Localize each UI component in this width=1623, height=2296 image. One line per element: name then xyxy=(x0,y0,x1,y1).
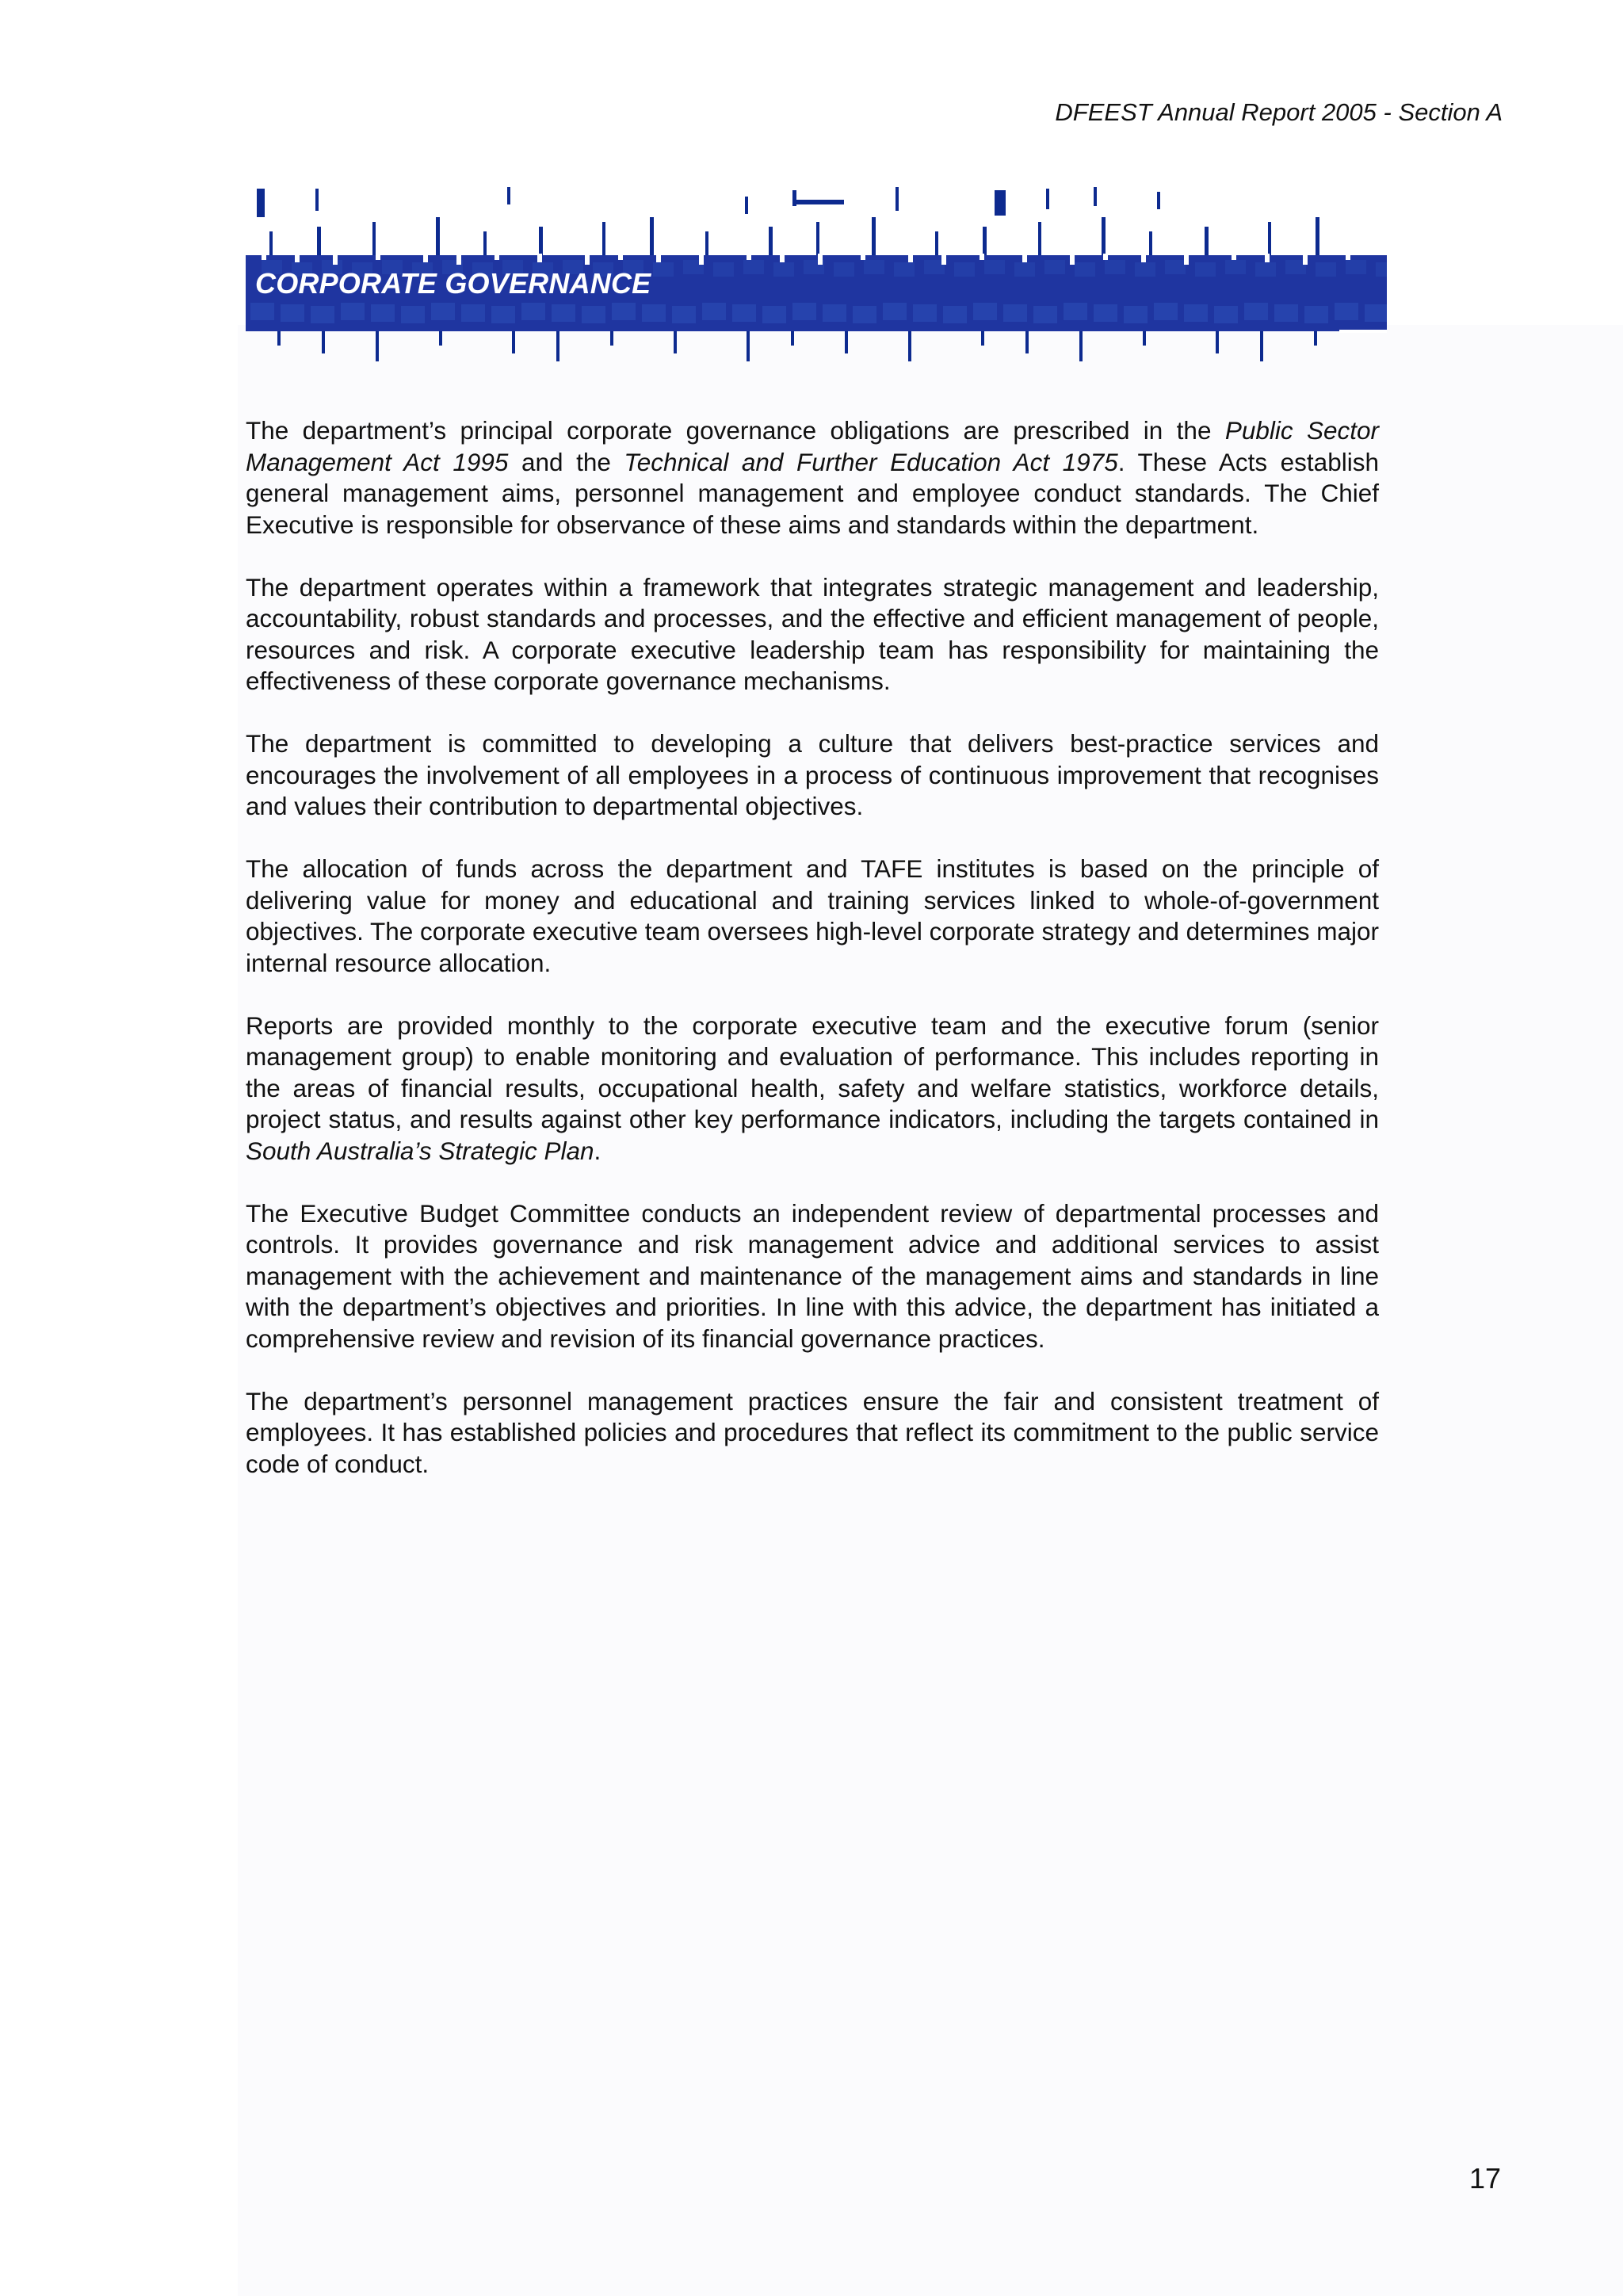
banner-tick xyxy=(436,217,440,255)
banner-gap xyxy=(1103,254,1108,260)
paragraph xyxy=(246,1010,1379,1167)
banner-tick xyxy=(610,331,613,346)
banner-gap xyxy=(1141,254,1146,262)
banner-tile xyxy=(913,304,937,322)
paragraph xyxy=(246,415,1379,541)
banner-gap xyxy=(495,254,499,260)
banner-tick xyxy=(1025,331,1029,353)
banner-gap xyxy=(861,254,865,260)
banner-tile xyxy=(792,303,816,320)
banner-tick xyxy=(1046,189,1049,209)
banner-tile xyxy=(1304,306,1328,323)
banner-tick xyxy=(650,217,654,255)
banner-tick xyxy=(1079,331,1083,361)
paragraph-text: . These Acts establish general management aims, personnel management and employee conduct standards. The Chief Executive is responsible for observance of these aims and standards within the department. xyxy=(246,447,1379,539)
banner-gap xyxy=(1303,254,1308,265)
banner-gap xyxy=(1339,330,1387,333)
paragraph-text: The allocation of funds across the department and TAFE institutes is based on the principle of delivering value for money and educational and training services linked to whole-of-government objectives. The corporate executive team oversees high-level corporate strategy and determines major internal resource allocation. xyxy=(246,854,1379,977)
paragraph-text: The department is committed to developing a culture that delivers best-practice services and encourages the involvement of all employees in a process of continuous improvement that recognises and values their contribution to departmental objectives. xyxy=(246,729,1379,820)
banner-tick xyxy=(269,231,273,255)
banner-tick xyxy=(747,331,750,361)
banner-tile xyxy=(642,304,666,322)
paragraph xyxy=(246,728,1379,823)
italic-text: Technical and Further Education Act 1975 xyxy=(624,447,1118,476)
banner-tick xyxy=(981,331,984,346)
banner-gap xyxy=(1022,254,1027,262)
banner-tile xyxy=(1255,262,1276,277)
banner-tile xyxy=(1214,306,1238,323)
banner-gap xyxy=(1232,254,1236,260)
banner-gap xyxy=(333,254,338,265)
banner-gap xyxy=(1265,254,1270,262)
section-banner xyxy=(246,182,1387,372)
banner-tick xyxy=(908,331,911,361)
banner-tick xyxy=(277,331,281,346)
banner-gap xyxy=(585,254,590,265)
banner-tile xyxy=(1033,306,1057,323)
banner-tick xyxy=(1038,222,1041,255)
banner-gap xyxy=(262,254,266,260)
banner-tile xyxy=(1064,303,1087,320)
paragraph-text: . xyxy=(594,1136,601,1165)
body-text xyxy=(246,415,1379,1511)
banner-tile xyxy=(773,262,794,277)
banner-tick xyxy=(745,197,748,214)
banner-tile xyxy=(1365,304,1387,322)
banner-tick xyxy=(995,190,1006,216)
banner-gap xyxy=(747,254,751,260)
banner-gap xyxy=(376,254,380,260)
banner-tick xyxy=(1102,217,1106,255)
paragraph-text: The department operates within a framework that integrates strategic management and leadership, accountability, robust standards and processes, and the effective and efficient management of people, resources and risk. A corporate executive leadership team has responsibility for maintaining the effectiveness of these corporate governance mechanisms. xyxy=(246,572,1379,695)
paragraph xyxy=(246,1386,1379,1480)
banner-tick xyxy=(796,200,844,204)
banner-tile xyxy=(582,306,605,323)
banner-tick xyxy=(439,331,442,346)
section-title: CORPORATE GOVERNANCE xyxy=(255,267,651,300)
banner-tile xyxy=(1376,262,1387,277)
banner-gap xyxy=(656,254,661,262)
banner-tile xyxy=(521,303,545,320)
banner-tick xyxy=(845,331,848,353)
banner-tick xyxy=(376,331,379,361)
banner-tick xyxy=(1316,217,1319,255)
banner-tile xyxy=(883,303,907,320)
banner-tick xyxy=(539,227,543,255)
banner-tick xyxy=(674,331,677,353)
banner-tile xyxy=(371,304,395,322)
banner-tick xyxy=(1149,231,1152,255)
banner-tile xyxy=(894,262,915,277)
banner-tile xyxy=(461,304,485,322)
paragraph-text: The department’s principal corporate governance obligations are prescribed in the xyxy=(246,416,1225,445)
banner-gap xyxy=(941,254,946,265)
banner-tile xyxy=(1346,260,1366,274)
banner-gap xyxy=(908,254,913,262)
banner-tile xyxy=(612,303,636,320)
banner-tick xyxy=(317,227,321,255)
banner-tick xyxy=(816,222,819,255)
banner-tile xyxy=(1335,303,1358,320)
banner-tick xyxy=(705,231,708,255)
banner-tick xyxy=(1268,222,1271,255)
banner-gap xyxy=(780,254,785,262)
italic-text: Public Sector Management Act 1995 xyxy=(246,416,1379,476)
banner-tile xyxy=(1094,304,1117,322)
banner-tile xyxy=(311,306,334,323)
banner-tick xyxy=(602,222,605,255)
banner-tick xyxy=(1143,331,1146,346)
banner-tile xyxy=(1195,262,1216,277)
italic-text: South Australia’s Strategic Plan xyxy=(246,1136,594,1165)
banner-tile xyxy=(1316,262,1336,277)
banner-tick xyxy=(507,187,510,204)
banner-tick xyxy=(935,231,938,255)
banner-tick xyxy=(322,331,325,353)
banner-tile xyxy=(713,262,734,277)
banner-tile xyxy=(1274,304,1298,322)
banner-tick xyxy=(872,217,876,255)
banner-tile xyxy=(1014,262,1035,277)
banner-tile xyxy=(653,262,674,277)
banner-tile xyxy=(401,306,425,323)
banner-gap xyxy=(456,254,461,265)
banner-tile xyxy=(1165,260,1186,274)
banner-gap xyxy=(423,254,428,262)
banner-tile xyxy=(1075,262,1095,277)
banner-tile xyxy=(762,306,786,323)
banner-tile xyxy=(853,306,876,323)
banner-tick xyxy=(512,331,515,353)
banner-gap xyxy=(537,254,542,262)
page-number: 17 xyxy=(1468,2162,1501,2195)
paragraph-text: Reports are provided monthly to the corporate executive team and the executive forum (senior management group) to enable monitoring and evaluation of performance. This includes reporting in the areas of financial results, occupational health, safety and welfare statistics, workforce details, project status, and results against other key performance indicators, including the targets contained in xyxy=(246,1010,1379,1133)
paragraph-text: The department’s personnel management practices ensure the fair and consistent treatment of employees. It has established policies and procedures that reflect its commitment to the public service code of conduct. xyxy=(246,1386,1379,1478)
banner-tile xyxy=(954,262,975,277)
banner-tile xyxy=(943,306,967,323)
banner-tile xyxy=(864,260,884,274)
banner-tile xyxy=(732,304,756,322)
banner-tile xyxy=(672,306,696,323)
banner-tick xyxy=(315,189,319,211)
paragraph xyxy=(246,1198,1379,1355)
banner-gap xyxy=(818,254,823,265)
banner-tile xyxy=(702,303,726,320)
banner-tick xyxy=(983,227,987,255)
banner-tile xyxy=(984,260,1005,274)
banner-tile xyxy=(1184,304,1208,322)
banner-tile xyxy=(1244,303,1268,320)
banner-tile xyxy=(823,304,846,322)
banner-tile xyxy=(743,260,764,274)
banner-tile xyxy=(1225,260,1246,274)
banner-tile xyxy=(1044,260,1065,274)
banner-tick xyxy=(556,331,559,361)
banner-gap xyxy=(295,254,300,262)
banner-tile xyxy=(341,303,365,320)
banner-tick xyxy=(483,231,487,255)
banner-tick xyxy=(896,187,899,211)
banner-gap xyxy=(1346,254,1350,260)
banner-tile xyxy=(1124,306,1148,323)
paragraph-text: The Executive Budget Committee conducts an independent review of departmental processes and controls. It provides governance and risk management advice and additional services to assist management with the achievement and maintenance of the management aims and standards in line with the department’s objectives and priorities. In line with this advice, the department has initiated a comprehensive review and revision of its financial governance practices. xyxy=(246,1198,1379,1353)
paragraph xyxy=(246,572,1379,697)
banner-gap xyxy=(699,254,704,265)
banner-tile xyxy=(281,304,304,322)
banner-tick xyxy=(792,190,796,206)
banner-tick xyxy=(1216,331,1219,353)
paragraph xyxy=(246,854,1379,979)
paragraph-text: and the xyxy=(508,447,624,476)
banner-gap xyxy=(618,254,623,260)
banner-tile xyxy=(431,303,455,320)
banner-gap xyxy=(1184,254,1189,265)
banner-tick xyxy=(791,331,794,346)
banner-tick xyxy=(257,189,265,217)
banner-tile xyxy=(834,262,854,277)
banner-gap xyxy=(980,254,984,260)
running-header: DFEEST Annual Report 2005 - Section A xyxy=(1055,98,1503,126)
banner-tile xyxy=(1154,303,1178,320)
banner-gap xyxy=(1070,254,1075,265)
banner-tile xyxy=(1105,260,1125,274)
banner-tick xyxy=(1094,187,1097,206)
banner-tick xyxy=(769,227,773,255)
banner-tile xyxy=(552,304,575,322)
banner-tick xyxy=(1157,192,1160,209)
banner-tile xyxy=(1003,304,1027,322)
banner-tile xyxy=(491,306,515,323)
banner-tick xyxy=(1260,331,1263,361)
banner-tile xyxy=(1135,262,1155,277)
banner-tick xyxy=(372,222,376,255)
banner-tile xyxy=(973,303,997,320)
banner-tick xyxy=(1205,227,1209,255)
banner-tick xyxy=(1314,331,1317,346)
banner-tile xyxy=(250,303,274,320)
